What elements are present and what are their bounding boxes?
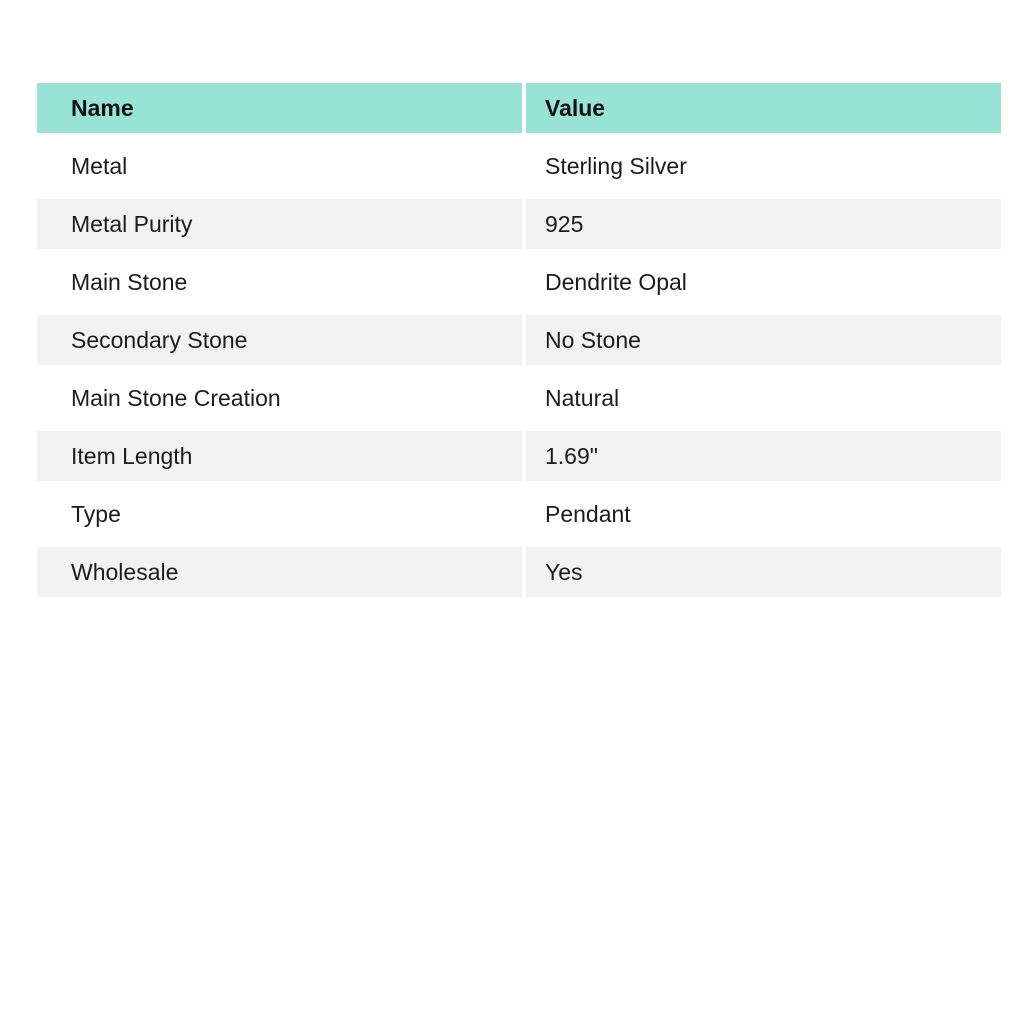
table-row [37, 311, 1001, 369]
row-value-cell: Pendant [526, 489, 1001, 539]
table-row [37, 427, 1001, 485]
header-value-column: Value [526, 83, 1001, 133]
row-value-cell: 925 [526, 199, 1001, 249]
product-specs-table [37, 83, 1001, 601]
row-name-cell: Type [37, 489, 522, 539]
table-row [37, 369, 1001, 427]
row-value-cell: Dendrite Opal [526, 257, 1001, 307]
specs-header-row [37, 83, 1001, 133]
row-name-cell: Metal [37, 141, 522, 191]
header-name-column: Name [37, 83, 522, 133]
table-row [37, 195, 1001, 253]
row-name-cell: Secondary Stone [37, 315, 522, 365]
row-name-cell: Main Stone Creation [37, 373, 522, 423]
table-row [37, 543, 1001, 601]
row-name-cell: Wholesale [37, 547, 522, 597]
row-value-cell: Natural [526, 373, 1001, 423]
table-row [37, 485, 1001, 543]
row-name-cell: Main Stone [37, 257, 522, 307]
table-row [37, 137, 1001, 195]
row-name-cell: Metal Purity [37, 199, 522, 249]
row-value-cell: Yes [526, 547, 1001, 597]
specs-table-body [37, 137, 1001, 601]
row-value-cell: Sterling Silver [526, 141, 1001, 191]
row-value-cell: No Stone [526, 315, 1001, 365]
row-name-cell: Item Length [37, 431, 522, 481]
table-row [37, 253, 1001, 311]
row-value-cell: 1.69" [526, 431, 1001, 481]
